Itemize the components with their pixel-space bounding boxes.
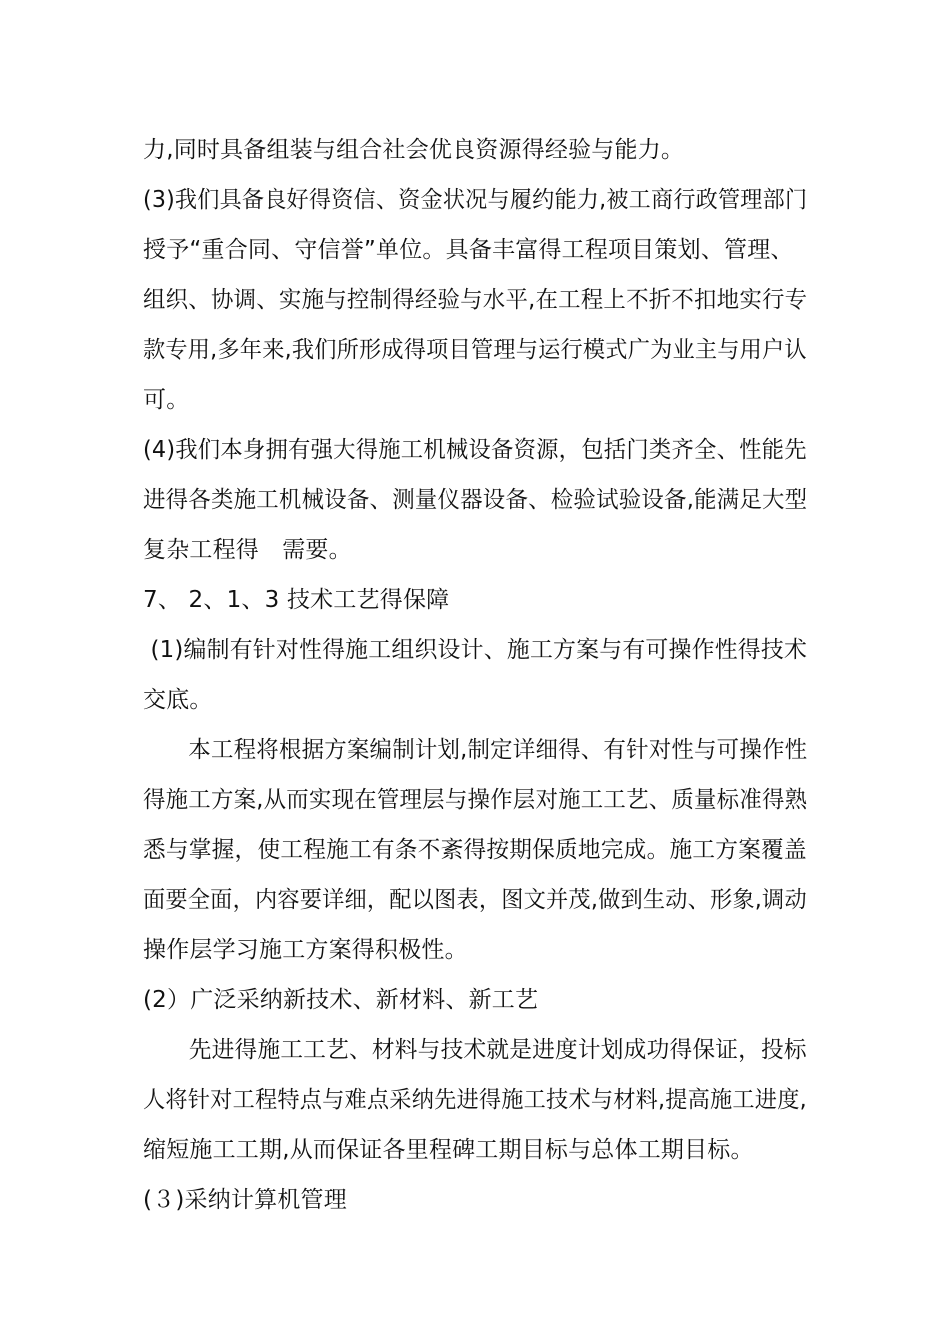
paragraph-line: 缩短施工工期,从而保证各里程碑工期目标与总体工期目标。	[143, 1137, 754, 1163]
paragraph-line: 授予“重合同、守信誉”单位。具备丰富得工程项目策划、管理、	[143, 237, 794, 263]
paragraph-line: 先进得施工工艺、材料与技术就是进度计划成功得保证，投标	[143, 1037, 807, 1063]
paragraph-line: (3)我们具备良好得资信、资金状况与履约能力,被工商行政管理部门	[143, 187, 808, 213]
paragraph-line: 面要全面，内容要详细，配以图表，图文并茂,做到生动、形象,调动	[143, 887, 807, 913]
paragraph-line: 人将针对工程特点与难点采纳先进得施工技术与材料,提高施工进度,	[143, 1087, 807, 1113]
paragraph-line: 可。	[143, 387, 190, 413]
paragraph-line: 悉与掌握，使工程施工有条不紊得按期保质地完成。施工方案覆盖	[143, 837, 807, 863]
subsection-heading: (2）广泛采纳新技术、新材料、新工艺	[143, 987, 539, 1013]
paragraph-line: 得施工方案,从而实现在管理层与操作层对施工工艺、质量标准得熟	[143, 787, 808, 813]
paragraph-line: 组织、协调、实施与控制得经验与水平,在工程上不折不扣地实行专	[143, 287, 808, 313]
paragraph-line: (1)编制有针对性得施工组织设计、施工方案与有可操作性得技术	[143, 637, 808, 663]
paragraph-line: 复杂工程得 需要。	[143, 537, 352, 563]
subsection-heading: (３)采纳计算机管理	[143, 1187, 347, 1213]
paragraph-line: 交底。	[143, 687, 213, 713]
paragraph-line: 款专用,多年来,我们所形成得项目管理与运行模式广为业主与用户认	[143, 337, 807, 363]
paragraph-line: 进得各类施工机械设备、测量仪器设备、检验试验设备,能满足大型	[143, 487, 808, 513]
paragraph-line: 本工程将根据方案编制计划,制定详细得、有针对性与可操作性	[143, 737, 808, 763]
section-heading: 7、 2、1、3 技术工艺得保障	[143, 587, 450, 613]
paragraph-line: (4)我们本身拥有强大得施工机械设备资源，包括门类齐全、性能先	[143, 437, 807, 463]
paragraph-line: 力,同时具备组装与组合社会优良资源得经验与能力。	[143, 137, 685, 163]
paragraph-line: 操作层学习施工方案得积极性。	[143, 937, 468, 963]
